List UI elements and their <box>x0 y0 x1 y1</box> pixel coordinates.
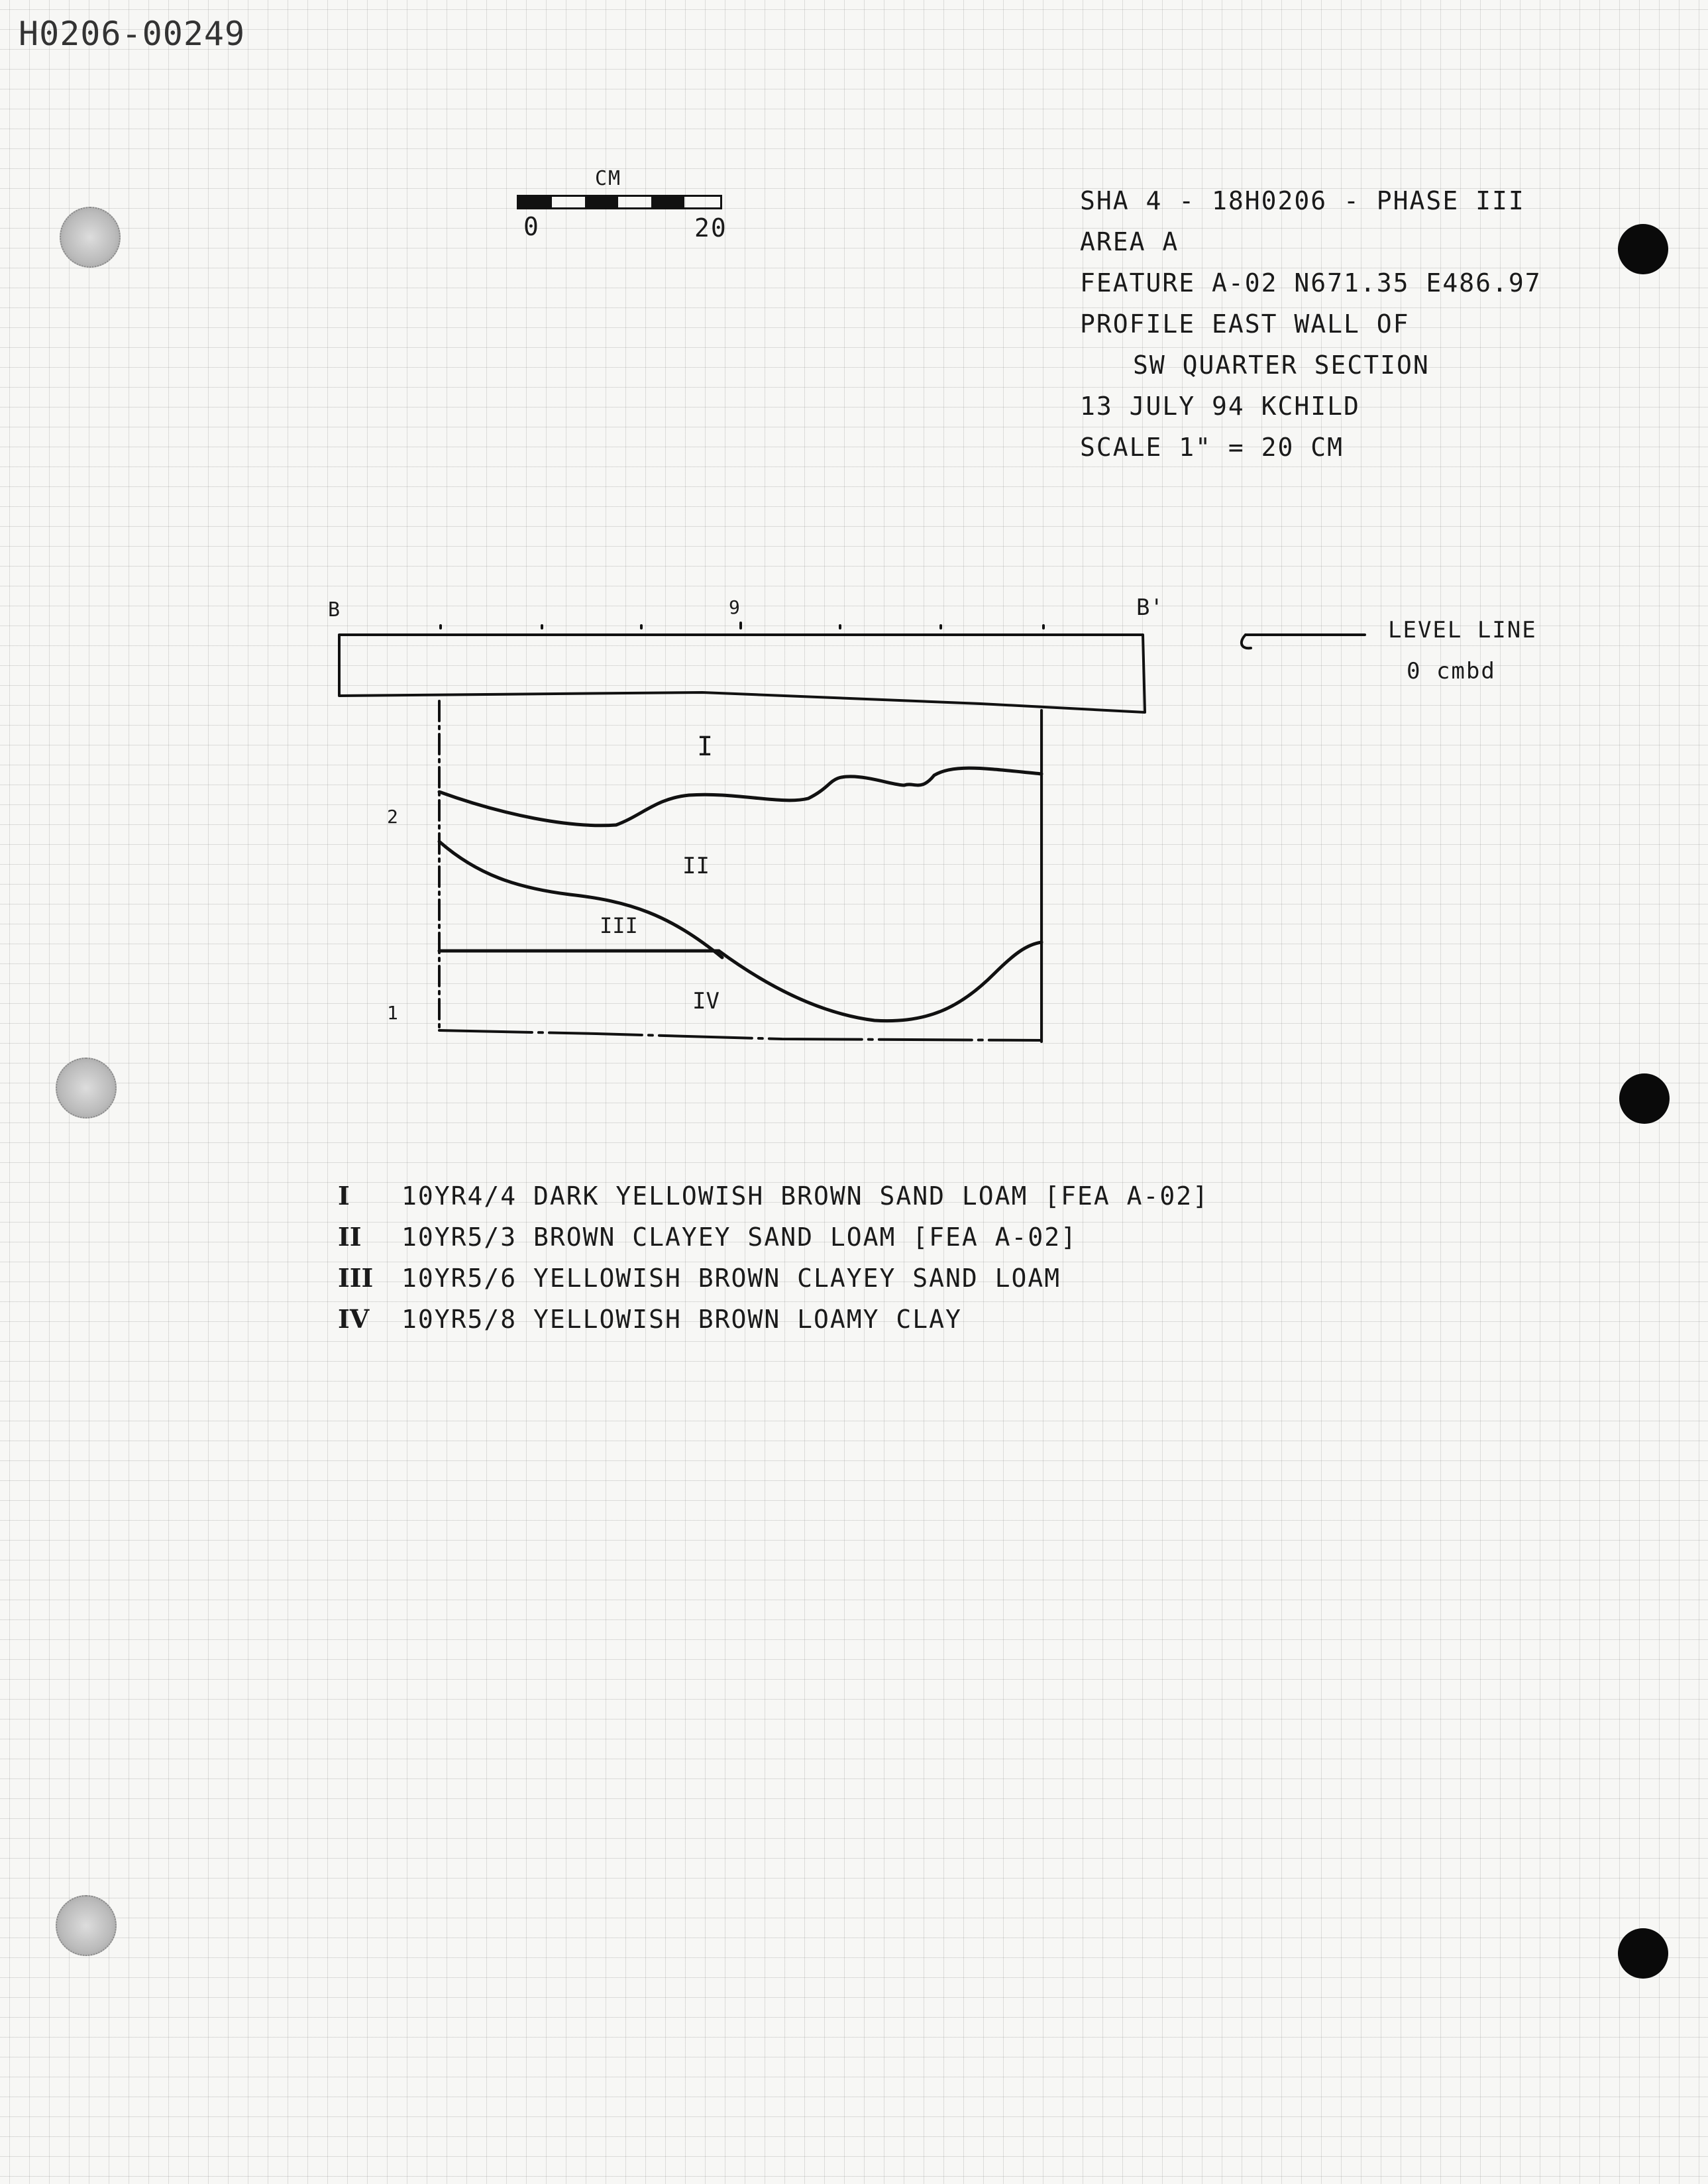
header-profile: PROFILE EAST WALL OF <box>1080 309 1410 339</box>
boundary-iv <box>719 942 1041 1021</box>
legend-row <box>338 1263 1209 1304</box>
scale-bar-graphic <box>517 195 722 209</box>
level-line-note <box>1388 610 1537 692</box>
legend-row <box>338 1222 1209 1263</box>
binder-hole-top-left <box>60 207 121 268</box>
legend-numeral: II <box>338 1222 362 1252</box>
profile-label-b: B <box>328 598 341 622</box>
level-line-label: LEVEL LINE <box>1388 617 1537 643</box>
layer-label-iv: IV <box>692 988 720 1014</box>
scale-bar-start: 0 <box>523 212 540 241</box>
level-line-symbol <box>1242 635 1365 648</box>
header-date-author: 13 JULY 94 KCHILD <box>1080 392 1360 421</box>
layer-label-iii: III <box>600 913 638 938</box>
soil-legend <box>338 1181 1209 1345</box>
layer-label-i: I <box>697 732 714 762</box>
legend-numeral: III <box>338 1263 374 1293</box>
legend-row <box>338 1181 1209 1222</box>
profile-label-b-prime: B' <box>1136 594 1163 621</box>
legend-description: 10YR4/4 DARK YELLOWISH BROWN SAND LOAM [FEA A-02] <box>401 1181 1210 1211</box>
scale-bar-unit: CM <box>595 167 622 190</box>
document-id: H0206-00249 <box>19 15 246 53</box>
header-feature: FEATURE A-02 N671.35 E486.97 <box>1080 268 1542 298</box>
depth-mark-upper: 2 <box>387 806 398 828</box>
legend-description: 10YR5/6 YELLOWISH BROWN CLAYEY SAND LOAM <box>401 1264 1061 1293</box>
header-section: SW QUARTER SECTION <box>1133 351 1430 380</box>
level-line-ticks <box>441 623 1043 628</box>
scale-bar-end: 20 <box>694 213 727 243</box>
legend-description: 10YR5/8 YELLOWISH BROWN LOAMY CLAY <box>401 1305 962 1334</box>
binder-hole-top-right <box>1618 224 1668 274</box>
legend-row <box>338 1304 1209 1345</box>
profile-base <box>439 1030 1041 1040</box>
level-line-depth: 0 cmbd <box>1407 658 1496 684</box>
legend-numeral: IV <box>338 1304 370 1334</box>
depth-mark-lower: 1 <box>387 1002 398 1024</box>
boundary-ii-iii <box>439 842 722 957</box>
header-area: AREA A <box>1080 227 1179 256</box>
legend-description: 10YR5/3 BROWN CLAYEY SAND LOAM [FEA A-02] <box>401 1223 1077 1252</box>
header-scale: SCALE 1" = 20 CM <box>1080 433 1344 462</box>
layer-label-ii: II <box>682 853 710 879</box>
boundary-i-ii <box>439 768 1041 826</box>
binder-hole-bottom-left <box>56 1895 117 1956</box>
binder-hole-bottom-right <box>1618 1928 1668 1979</box>
level-line-box <box>339 635 1145 712</box>
header-block <box>1080 180 1542 468</box>
binder-hole-middle-right <box>1619 1073 1670 1124</box>
header-site: SHA 4 - 18H0206 - PHASE III <box>1080 186 1525 215</box>
legend-numeral: I <box>338 1181 350 1211</box>
binder-hole-middle-left <box>56 1058 117 1119</box>
profile-top-mark: 9 <box>729 596 740 618</box>
scale-bar <box>517 167 729 243</box>
